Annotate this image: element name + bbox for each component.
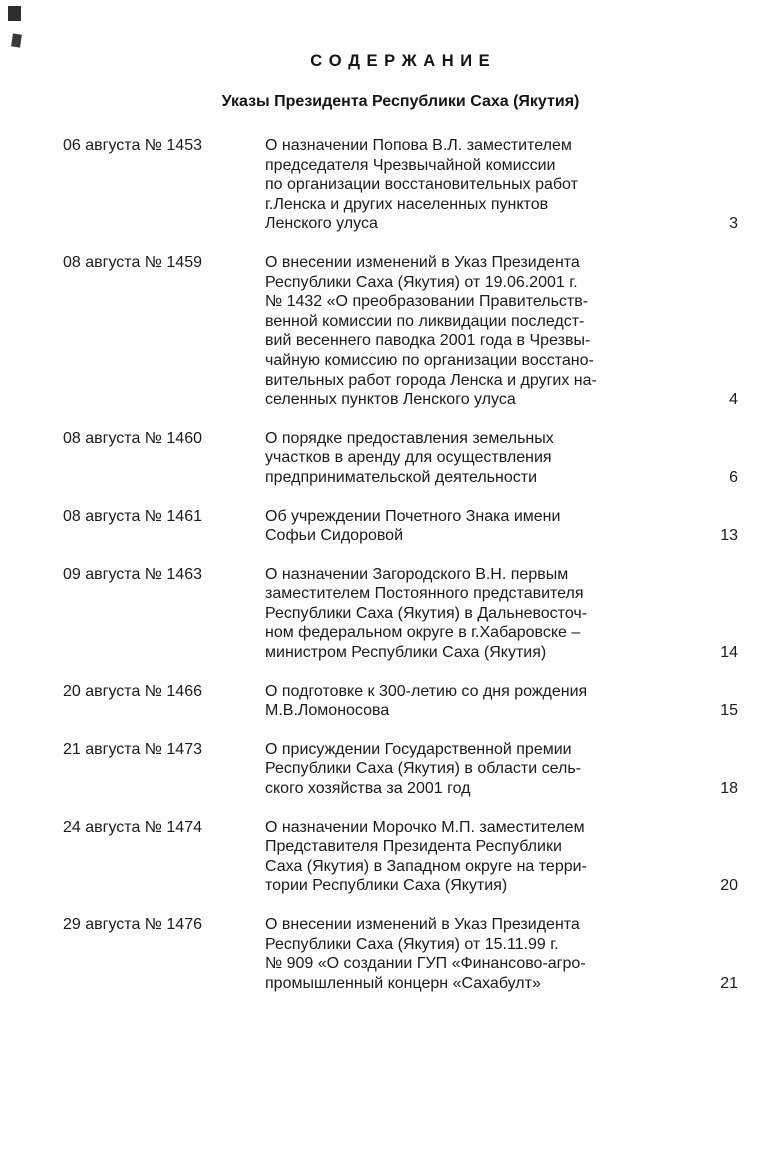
entry-title-line: Республики Саха (Якутия) в области сель-	[265, 760, 581, 778]
scan-artifact	[11, 33, 22, 47]
entry-title-line: Республики Саха (Якутия) от 19.06.2001 г.	[265, 273, 578, 291]
entry-date: 08 августа № 1459	[63, 253, 202, 271]
entry-title-line: участков в аренду для осуществления	[265, 449, 552, 467]
entry-page-number: 18	[720, 780, 738, 798]
entry-title-line: Ленского улуса	[265, 215, 378, 233]
entry-title-line: венной комиссии по ликвидации последст-	[265, 312, 585, 330]
entry-date: 20 августа № 1466	[63, 682, 202, 700]
entry-title	[265, 253, 706, 410]
entry-title-line: заместителем Постоянного представителя	[265, 585, 584, 603]
toc-entry	[63, 253, 738, 410]
entry-title-line: Об учреждении Почетного Знака имени	[265, 507, 561, 525]
entry-title-line: ского хозяйства за 2001 год	[265, 780, 471, 798]
entry-title-line: по организации восстановительных работ	[265, 176, 578, 194]
entry-page-number: 14	[720, 644, 738, 662]
entry-title-line: № 1432 «О преобразовании Правительств-	[265, 293, 589, 311]
entry-title	[265, 682, 706, 721]
entry-title-line: О внесении изменений в Указ Президента	[265, 916, 580, 933]
entry-date: 29 августа № 1476	[63, 916, 202, 933]
entry-title-line: Республики Саха (Якутия) от 15.11.99 г.	[265, 935, 559, 953]
entry-title-line: Саха (Якутия) в Западном округе на терри-	[265, 857, 587, 875]
entry-title	[265, 136, 706, 234]
entry-title	[265, 507, 706, 546]
entry-title-line: О присуждении Государственной премии	[265, 740, 572, 758]
entry-date: 08 августа № 1460	[63, 429, 202, 447]
entry-page-number: 4	[729, 391, 738, 409]
entry-title-line: селенных пунктов Ленского улуса	[265, 391, 516, 409]
entry-title-line: вий весеннего паводка 2001 года в Чрезвы-	[265, 332, 591, 350]
entry-date: 06 августа № 1453	[63, 137, 202, 154]
entry-title-line: чайную комиссию по организации восстано-	[265, 351, 594, 369]
toc-entry	[63, 682, 738, 721]
entry-title-line: тории Республики Саха (Якутия)	[265, 877, 508, 895]
entry-title-line: О внесении изменений в Указ Президента	[265, 253, 580, 271]
entry-title-line: председателя Чрезвычайной комиссии	[265, 156, 556, 174]
entry-title-line: предпринимательской деятельности	[265, 468, 537, 486]
entry-title-line: О порядке предоставления земельных	[265, 429, 554, 447]
toc-entries	[63, 136, 738, 993]
entry-date: 24 августа № 1474	[63, 818, 202, 836]
entry-title-line: О назначении Морочко М.П. заместителем	[265, 818, 585, 836]
entry-title-line: М.В.Ломоносова	[265, 702, 390, 720]
entry-title-line: министром Республики Саха (Якутия)	[265, 644, 547, 662]
entry-page-number: 20	[720, 877, 738, 895]
entry-date: 08 августа № 1461	[63, 507, 202, 525]
entry-page-number: 3	[729, 215, 738, 233]
entry-title-line: промышленный концерн «Сахабулт»	[265, 974, 541, 992]
entry-page-number: 21	[720, 974, 738, 992]
entry-page-number: 13	[720, 527, 738, 545]
entry-title	[265, 565, 706, 663]
entry-title	[265, 915, 706, 993]
entry-title	[265, 740, 706, 799]
toc-entry	[63, 565, 738, 663]
entry-page-number: 6	[729, 468, 738, 486]
page-title: С О Д Е Р Ж А Н И Е	[310, 52, 491, 70]
entry-title-line: вительных работ города Ленска и других на-	[265, 371, 597, 389]
entry-title	[265, 818, 706, 896]
toc-entry	[63, 136, 738, 234]
entry-title-line: № 909 «О создании ГУП «Финансово-агро-	[265, 955, 586, 973]
entry-date: 21 августа № 1473	[63, 740, 202, 758]
entry-title-line: Представителя Президента Республики	[265, 838, 562, 856]
entry-title	[265, 429, 706, 488]
toc-entry	[63, 429, 738, 488]
toc-entry	[63, 740, 738, 799]
toc-entry	[63, 507, 738, 546]
entry-title-line: О назначении Попова В.Л. заместителем	[265, 137, 572, 154]
entry-title-line: Софьи Сидоровой	[265, 527, 404, 545]
entry-date: 09 августа № 1463	[63, 565, 202, 583]
entry-title-line: ном федеральном округе в г.Хабаровске –	[265, 624, 581, 642]
entry-page-number: 15	[720, 702, 738, 720]
toc-entry	[63, 915, 738, 993]
entry-title-line: О подготовке к 300-летию со дня рождения	[265, 682, 588, 700]
entry-title-line: г.Ленска и других населенных пунктов	[265, 195, 549, 213]
toc-entry	[63, 818, 738, 896]
scan-artifact	[8, 6, 21, 21]
section-subtitle: Указы Президента Республики Саха (Якутия)	[221, 93, 580, 110]
entry-title-line: О назначении Загородского В.Н. первым	[265, 565, 569, 583]
entry-title-line: Республики Саха (Якутия) в Дальневосточ-	[265, 604, 588, 622]
